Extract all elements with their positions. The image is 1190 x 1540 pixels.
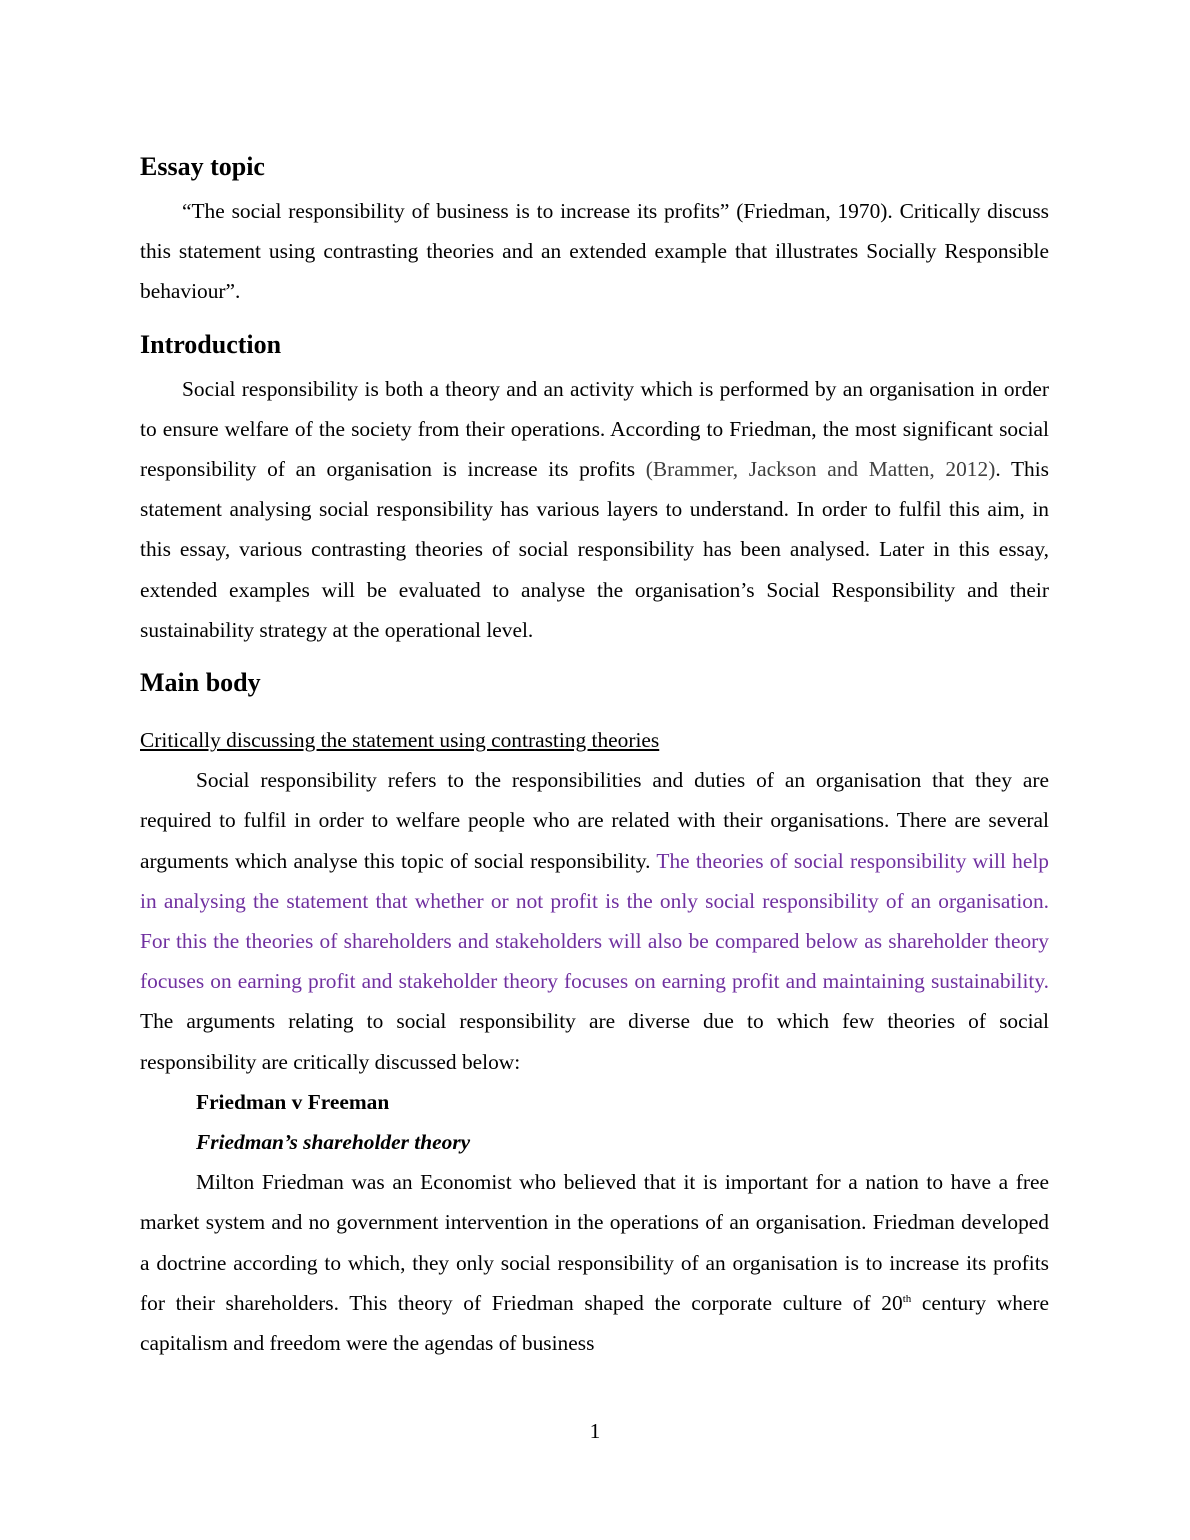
main-body-p2-start: Milton Friedman was an Economist who believed that it is important for a nation to have a free market system and no government intervention in the operations of an organisation. Friedman developed a doctrine according to which, they only social responsibility of an organisation is to increase its profits for their shareholders. This theory of Friedman shaped the corporate culture of 20: [140, 1170, 1049, 1315]
introduction-text-end: . This statement analysing social responsibility has various layers to understand. In order to fulfil this aim, in this essay, various contrasting theories of social responsibility has been analysed. Later in this essay, extended examples will be evaluated to analyse the organisation’s Social Responsibility and their sustainability strategy at the operational level.: [140, 457, 1049, 642]
page-content: [140, 150, 1049, 1363]
friedman-v-freeman-title: Friedman v Freeman: [196, 1089, 390, 1114]
introduction-paragraph: [140, 369, 1049, 650]
theories-subheading: Critically discussing the statement using contrasting theories: [140, 728, 660, 753]
shareholder-theory-title: Friedman’s shareholder theory: [196, 1130, 471, 1155]
essay-topic-text: “The social responsibility of business is to increase its profits” (Friedman, 1970). Critically discuss this statement using contrasting theories and an extended example that illustrates Socially Responsible behaviour”.: [140, 199, 1049, 304]
theories-subheading-line: [140, 720, 1049, 760]
introduction-heading: Introduction: [140, 329, 282, 359]
main-body-p2-end: century where capitalism and freedom were the agendas of business: [140, 1290, 1049, 1356]
main-body-paragraph-1: [140, 760, 1049, 1082]
page-number: 1: [589, 1419, 601, 1443]
main-body-p1-end: The arguments relating to social responsibility are diverse due to which few theories of social responsibility are critically discussed below:: [140, 1009, 1049, 1074]
ordinal-superscript: th: [902, 1292, 912, 1305]
main-body-heading: Main body: [140, 668, 261, 698]
essay-topic-paragraph: [140, 191, 1049, 312]
main-body-paragraph-2: [140, 1162, 1049, 1363]
essay-topic-heading: Essay topic: [140, 152, 265, 181]
main-body-p1-highlight: The theories of social responsibility will help in analysing the statement that whether or not profit is the only social responsibility of an organisation. For this the theories of shareholders and stakeholders will also be compared below as shareholder theory focuses on earning profit and stakeholder theory focuses on earning profit and maintaining sustainability.: [140, 848, 1049, 994]
main-body-p1-start: Social responsibility refers to the responsibilities and duties of an organisation that they are required to fulfil in order to welfare people who are related with their organisations. There are several arguments which analyse this topic of social responsibility.: [140, 768, 1049, 873]
introduction-text-start: Social responsibility is both a theory and an activity which is performed by an organisation in order to ensure welfare of the society from their operations. According to Friedman, the most significant social responsibility of an organisation is increase its profits: [140, 376, 1049, 482]
introduction-citation: (Brammer, Jackson and Matten, 2012): [645, 457, 996, 482]
